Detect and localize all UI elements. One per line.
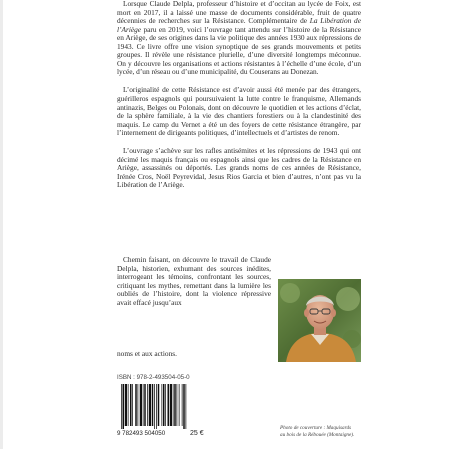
paragraph-1-part-1: Lorsque Claude Delpla, professeur d’histoire et d’occitan au lycée de Foix, est mort en 2017, il a laissé une masse de documents considérable, fruit de quatre décennies de recherches sur la Résistance. Complémentaire de [117,0,361,26]
isbn-label: ISBN : 978-2-493504-05-0 [117,374,190,381]
paragraph-4-tail: noms et aux actions. [117,349,177,358]
barcode-bar [154,384,155,429]
book-title-italic: La Libération de l’Ariège [117,16,361,34]
paragraph-2 [117,86,361,137]
paragraph-1-part-3: paru en 2019, voici l’ouvrage tant attendu sur l’histoire de la Résistance en Ariège, de ses origines dans la vie politique des années 1930 aux répressions de 1943. Ce livre offre une vision synoptique de ses grands mouvements et petits groupes. Il révèle une résistance plurielle, d’une diversité longtemps méconnue. On y découvre les organisations et actions résistantes à l’échelle d’une école, d’un lycée, d’un réseau ou d’une municipalité, du Couserans au Donezan. [117,24,361,77]
barcode-bar [158,384,160,426]
paragraph-4 [117,256,271,308]
caption-lead: Photo de couverture : Maquisards [280,425,352,431]
barcode-bar [183,384,185,429]
paragraph-3 [117,147,361,190]
barcode-bar [125,384,127,426]
barcode-bar [177,384,178,426]
barcode-bar [163,384,165,426]
barcode-bar [168,384,170,426]
caption-rest: au bois de la Rébouée (Montaigne). [280,431,355,438]
barcode-bar [182,384,183,426]
barcode-graphic [117,382,211,430]
barcode-bar [174,384,176,426]
barcode-bar [147,384,148,426]
barcode-bar [170,384,172,426]
barcode [117,382,211,430]
barcode-bar [140,384,142,426]
paragraph-3-text: L’ouvrage s’achève sur les rafles antisémites et les répressions de 1943 qui ont décimé les maquis français ou espagnols ainsi que les cadres de la Résistance en Ariège, assassinés ou déportés. Les grands noms de ces années de Résistance, Irénée Cros, Noël Peyrevidal, Jesus Rios Garcia et bien d’autres, n’ont pas vu la Libération de l’Ariège. [117,146,361,190]
price: 25 € [190,430,204,437]
barcode-bar [130,384,132,426]
paragraph-1 [117,0,361,77]
back-cover-text [117,0,361,199]
cover-edge [0,0,3,449]
barcode-bar [138,384,139,426]
barcode-digits: 9 782493 504050 [117,430,166,437]
barcode-bar [156,384,157,429]
author-portrait-image [278,279,361,362]
barcode-bar [152,384,154,426]
cover-photo-caption [280,425,400,438]
barcode-bar [173,384,174,426]
barcode-bar [186,384,187,429]
barcode-bar [179,384,180,426]
barcode-bar [135,384,137,426]
barcode-bar [132,384,133,426]
barcode-bar [144,384,146,426]
barcode-bar [162,384,163,426]
barcode-bar [165,384,166,426]
paragraph-4-text: Chemin faisant, on découvre le travail de Claude Delpla, historien, exhumant des sources inédites, interrogeant les témoins, confrontant les sources, critiquant les mythes, remettant dans la lumière les oubliés de l’histoire, dont la violence répressive avait effacé jusqu’aux [117,255,271,307]
barcode-bar [143,384,144,426]
barcode-bar [121,384,122,429]
barcode-bar [128,384,129,426]
paragraph-2-text: L’originalité de cette Résistance est d’avoir aussi été menée par des étrangers, guérilleros espagnols qui poursuivaient la lutte contre le franquisme, Allemands antinazis, Belges ou Polonais, dont on découvre le quotidien et les actions d’éclat, de la sphère familiale, à la vie des chantiers forestiers ou à la clandestinité des maquis. Le camp du Vernet a été un des foyers de cette résistance étrangère, par l’internement de dirigeants politiques, d’intellectuels et d’artistes de renom. [117,85,361,138]
barcode-bar [149,384,151,426]
barcode-bar [123,384,125,429]
author-portrait-photo [278,279,361,362]
